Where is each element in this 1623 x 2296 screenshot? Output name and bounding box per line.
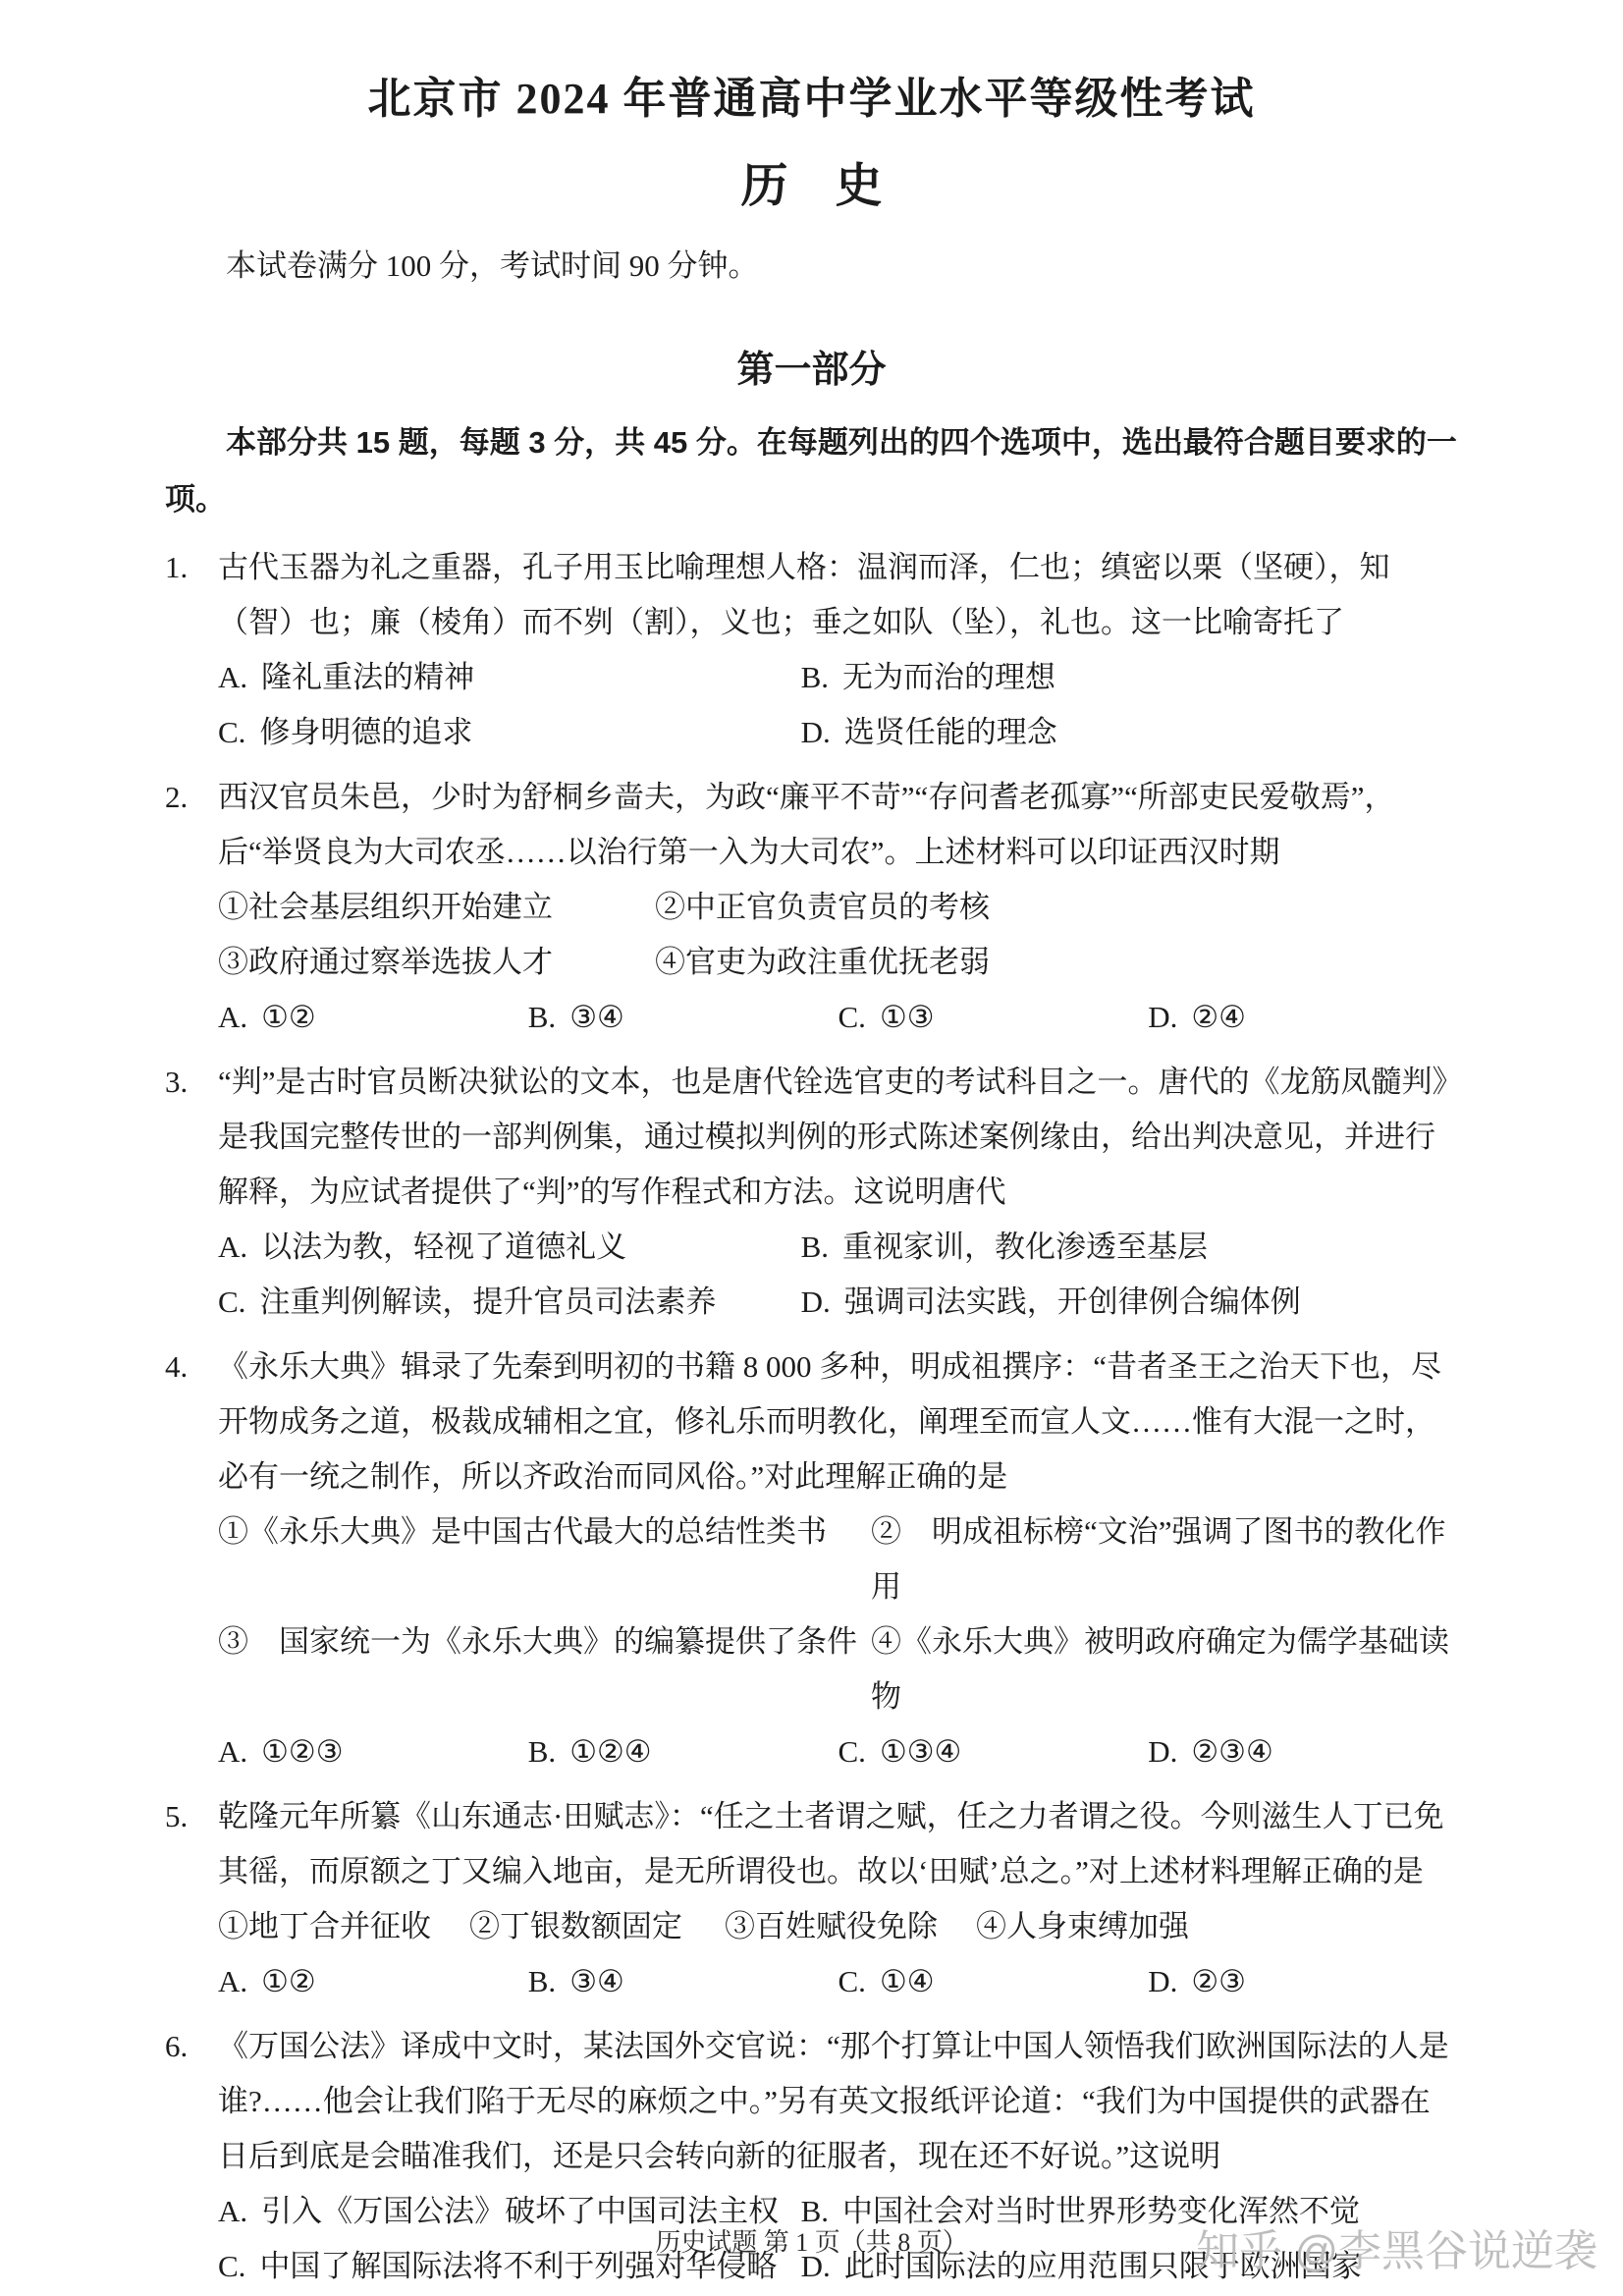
- option-label: D.: [800, 715, 831, 749]
- option-label: A.: [218, 2194, 248, 2228]
- question-stem-text: 西汉官员朱邑，少时为舒桐乡啬夫，为政“廉平不苛”“存问耆老孤寡”“所部吏民爱敬焉”，后“举贤良为大司农丞……以治行第一入为大司农”。上述材料可以印证西汉时期: [218, 780, 1395, 869]
- options: [218, 990, 1458, 1045]
- option-label: A.: [218, 1230, 248, 1264]
- question-stem: [165, 1055, 1458, 1220]
- options: [218, 1724, 1458, 1779]
- option-a: [218, 990, 528, 1045]
- subject-title: 历 史: [740, 160, 883, 212]
- option-label: D.: [800, 1285, 831, 1319]
- option-label: C.: [838, 1964, 866, 1998]
- sub-options-row: [218, 880, 1458, 935]
- option-text: ②③: [1191, 1964, 1246, 1998]
- question-stem-text: “判”是古时官员断决狱讼的文本，也是唐代铨选官吏的考试科目之一。唐代的《龙筋凤髓判》是我国完整传世的一部判例集，通过模拟判例的形式陈述案例缘由，给出判决意见，并进行解释，为应试者提供了“判”的写作程式和方法。这说明唐代: [218, 1065, 1448, 1209]
- option-label: A.: [218, 660, 248, 694]
- question-number: 6.: [165, 2029, 189, 2063]
- exam-info: 本试卷满分 100 分，考试时间 90 分钟。: [226, 248, 759, 283]
- sub-option-3: ③ 国家统一为《永乐大典》的编纂提供了条件: [218, 1624, 857, 1659]
- question-stem: [165, 1339, 1458, 1504]
- option-text: ①②: [261, 1000, 316, 1034]
- option-text: 引入《万国公法》破坏了中国司法主权: [261, 2194, 780, 2228]
- option-d: [1148, 990, 1458, 1045]
- option-d: [801, 1275, 1458, 1330]
- option-text: 修身明德的追求: [259, 715, 473, 749]
- option-text: ②③④: [1191, 1734, 1273, 1769]
- question-stem: [165, 770, 1458, 880]
- section-title: 第一部分: [736, 350, 887, 391]
- option-text: ①②: [261, 1964, 316, 1998]
- question-4: [165, 1339, 1458, 1779]
- option-label: D.: [800, 2249, 831, 2283]
- option-text: 选贤任能的理念: [843, 715, 1057, 749]
- options: [218, 650, 1458, 760]
- option-text: ①④: [879, 1964, 935, 1998]
- option-a: [218, 1220, 801, 1275]
- sub-options-row: [218, 1504, 1458, 1614]
- sub-option-2: ② 明成祖标榜“文治”强调了图书的教化作用: [871, 1514, 1446, 1604]
- option-label: B.: [800, 2194, 830, 2228]
- option-text: ①③: [879, 1000, 935, 1034]
- page-footer: 历史试题 第 1 页（共 8 页）: [655, 2228, 968, 2257]
- option-c: [218, 705, 801, 760]
- question-number: 3.: [165, 1065, 189, 1099]
- sub-option-2: ②丁银数额固定: [469, 1909, 682, 1943]
- option-text: 强调司法实践，开创律例合编体例: [843, 1285, 1301, 1319]
- option-label: B.: [527, 1964, 557, 1998]
- option-a: [218, 1724, 528, 1779]
- option-label: A.: [218, 1734, 248, 1769]
- question-stem: [165, 1789, 1458, 1899]
- option-text: ②④: [1191, 1000, 1246, 1034]
- option-label: A.: [218, 1000, 248, 1034]
- option-text: 重视家训，教化渗透至基层: [842, 1230, 1209, 1264]
- option-label: D.: [1148, 1964, 1178, 1998]
- question-stem: [165, 2019, 1458, 2184]
- option-b: [528, 1724, 839, 1779]
- sub-option-1: ①地丁合并征收: [218, 1909, 431, 1943]
- sub-option-1: ①《永乐大典》是中国古代最大的总结性类书: [218, 1514, 827, 1549]
- question-stem-text: 古代玉器为礼之重器，孔子用玉比喻理想人格：温润而泽，仁也；缜密以栗（坚硬），知（智）也；廉（棱角）而不刿（割），义也；垂之如队（坠），礼也。这一比喻寄托了: [218, 550, 1390, 639]
- option-label: B.: [527, 1734, 557, 1769]
- question-number: 4.: [165, 1349, 189, 1384]
- option-d: [1148, 1954, 1458, 2009]
- options: [218, 1954, 1458, 2009]
- question-stem: [165, 540, 1458, 650]
- option-c: [218, 1275, 801, 1330]
- watermark: 知乎 @李黑谷说逆袭: [1196, 2227, 1597, 2275]
- option-text: 无为而治的理想: [842, 660, 1056, 694]
- option-b: [528, 1954, 839, 2009]
- options: [218, 1220, 1458, 1330]
- option-label: C.: [218, 2249, 246, 2283]
- option-text: 中国了解国际法将不利于列强对华侵略: [259, 2249, 778, 2283]
- option-d: [1148, 1724, 1458, 1779]
- question-number: 1.: [165, 550, 189, 584]
- option-text: 以法为教，轻视了道德礼义: [261, 1230, 627, 1264]
- option-text: ①③④: [879, 1734, 962, 1769]
- sub-option-4: ④《永乐大典》被明政府确定为儒学基础读物: [871, 1624, 1449, 1714]
- question-number: 5.: [165, 1799, 189, 1833]
- option-text: 中国社会对当时世界形势变化浑然不觉: [842, 2194, 1361, 2228]
- option-c: [839, 1954, 1149, 2009]
- option-b: [801, 650, 1458, 705]
- option-label: B.: [800, 660, 830, 694]
- section-intro: 本部分共 15 题，每题 3 分，共 45 分。在每题列出的四个选项中，选出最符合题目要求的一项。: [165, 425, 1457, 517]
- question-2: [165, 770, 1458, 1045]
- sub-options-row: [218, 1614, 1458, 1724]
- option-text: ③④: [569, 1964, 624, 1998]
- question-stem-text: 《永乐大典》辑录了先秦到明初的书籍 8 000 多种，明成祖撰序：“昔者圣王之治天下也，尽开物成务之道，极裁成辅相之宜，修礼乐而明教化，阐理至而宣人文……惟有大混一之时，必有一统之制作，所以齐政治而同风俗。”对此理解正确的是: [218, 1349, 1442, 1494]
- question-3: [165, 1055, 1458, 1330]
- question-stem-text: 《万国公法》译成中文时，某法国外交官说：“那个打算让中国人领悟我们欧洲国际法的人是谁?……他会让我们陷于无尽的麻烦之中。”另有英文报纸评论道：“我们为中国提供的武器在日后到底是会瞄准我们，还是只会转向新的征服者，现在还不好说。”这说明: [218, 2029, 1449, 2173]
- sub-option-3: ③政府通过察举选拔人才: [218, 945, 553, 979]
- option-label: B.: [527, 1000, 557, 1034]
- option-text: 隆礼重法的精神: [261, 660, 475, 694]
- question-1: [165, 540, 1458, 760]
- option-a: [218, 650, 801, 705]
- option-d: [801, 705, 1458, 760]
- option-text: 注重判例解读，提升官员司法素养: [259, 1285, 717, 1319]
- sub-option-2: ②中正官负责官员的考核: [655, 890, 990, 924]
- option-label: D.: [1148, 1734, 1178, 1769]
- option-text: 此时国际法的应用范围只限于欧洲国家: [843, 2249, 1362, 2283]
- option-text: ①②③: [261, 1734, 344, 1769]
- option-label: C.: [838, 1734, 866, 1769]
- option-label: A.: [218, 1964, 248, 1998]
- option-label: D.: [1148, 1000, 1178, 1034]
- option-label: C.: [218, 1285, 246, 1319]
- sub-options-row: [218, 935, 1458, 990]
- option-label: B.: [800, 1230, 830, 1264]
- question-stem-text: 乾隆元年所纂《山东通志·田赋志》：“任之土者谓之赋，任之力者谓之役。今则滋生人丁已免其徭，而原额之丁又编入地亩，是无所谓役也。故以‘田赋’总之。”对上述材料理解正确的是: [218, 1799, 1444, 1888]
- sub-option-3: ③百姓赋役免除: [725, 1909, 938, 1943]
- option-b: [528, 990, 839, 1045]
- question-number: 2.: [165, 780, 189, 814]
- question-5: [165, 1789, 1458, 2009]
- sub-option-4: ④官吏为政注重优抚老弱: [655, 945, 990, 979]
- option-label: C.: [218, 715, 246, 749]
- sub-option-4: ④人身束缚加强: [976, 1909, 1189, 1943]
- option-label: C.: [838, 1000, 866, 1034]
- option-c: [839, 1724, 1149, 1779]
- sub-option-1: ①社会基层组织开始建立: [218, 890, 553, 924]
- sub-options-row: [218, 1899, 1458, 1954]
- option-text: ③④: [569, 1000, 624, 1034]
- option-a: [218, 1954, 528, 2009]
- option-c: [839, 990, 1149, 1045]
- option-b: [801, 1220, 1458, 1275]
- page-title: 北京市 2024 年普通高中学业水平等级性考试: [367, 75, 1256, 123]
- option-text: ①②④: [569, 1734, 652, 1769]
